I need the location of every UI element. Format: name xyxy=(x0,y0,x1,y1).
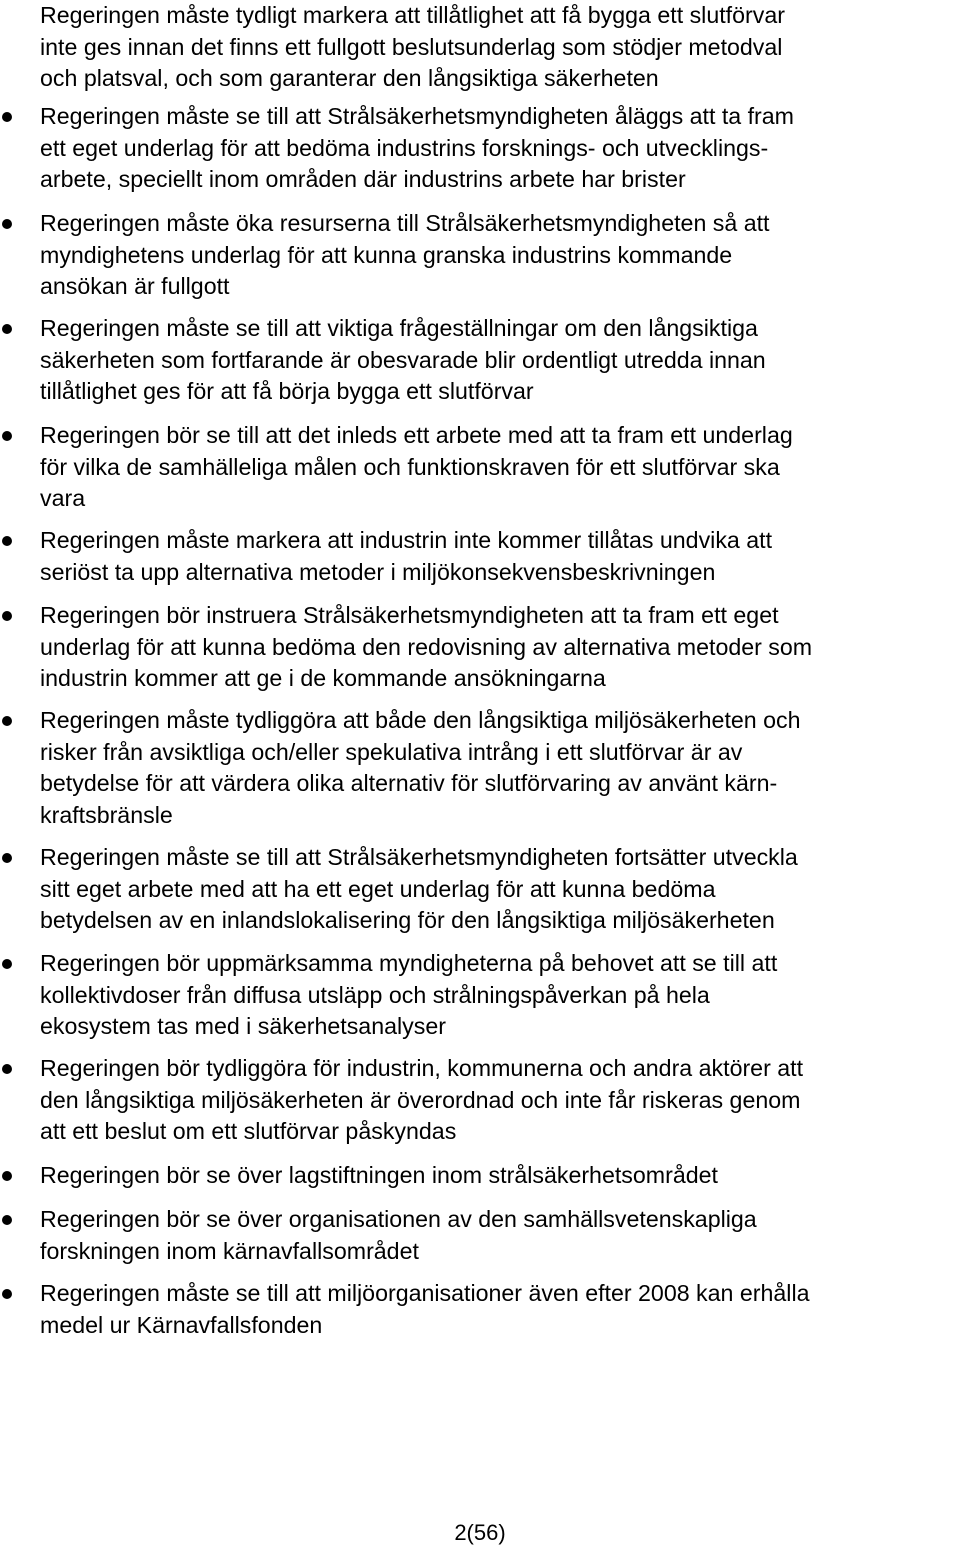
list-item xyxy=(0,948,960,1043)
list-item-text-line: myndighetens underlag för att kunna granska industrins kommande xyxy=(40,241,733,268)
bullet-icon xyxy=(2,1171,12,1181)
list-item-text-line: kollektivdoser från diffusa utsläpp och strålningspåverkan på hela xyxy=(40,981,710,1008)
bullet-icon xyxy=(2,959,12,969)
list-item-text-line: Regeringen måste se till att Strålsäkerhetsmyndigheten åläggs att ta fram xyxy=(40,103,794,129)
list-item-text-line: ett eget underlag för att bedöma industrins forsknings- och utvecklings- xyxy=(40,134,769,161)
list-item-text-line: betydelsen av en inlandslokalisering för den långsiktiga miljösäkerheten xyxy=(40,907,775,934)
list-item-text-line: Regeringen måste tydligt markera att tillåtlighet att få bygga ett slutförvar xyxy=(40,2,785,28)
list-item-text-line: Regeringen måste se till att Strålsäkerhetsmyndigheten fortsätter utveckla xyxy=(40,844,798,870)
list-item-text-line: tillåtlighet ges för att få börja bygga ett slutförvar xyxy=(40,378,534,405)
list-item-text-line: seriöst ta upp alternativa metoder i miljökonsekvensbeskrivningen xyxy=(40,558,716,585)
bullet-icon xyxy=(2,1289,12,1299)
bullet-icon xyxy=(2,112,12,122)
list-item-text-line: medel ur Kärnavfallsfonden xyxy=(40,1311,323,1338)
list-item xyxy=(0,313,960,408)
list-item xyxy=(0,705,960,832)
list-item-text-line: Regeringen måste öka resurserna till Strålsäkerhetsmyndigheten så att xyxy=(40,210,770,236)
list-item-text-line: Regeringen måste tydliggöra att både den långsiktiga miljösäkerheten och xyxy=(40,707,801,733)
bullet-icon xyxy=(2,219,12,229)
bullet-icon xyxy=(2,716,12,726)
list-item xyxy=(0,208,960,303)
list-item-text-line: Regeringen bör tydliggöra för industrin, kommunerna och andra aktörer att xyxy=(40,1055,804,1081)
list-item xyxy=(0,0,960,95)
list-item-text-line: Regeringen bör se över lagstiftningen inom strålsäkerhetsområdet xyxy=(40,1162,718,1188)
list-item xyxy=(0,101,960,196)
list-item-text-line: Regeringen måste se till att viktiga frågeställningar om den långsiktiga xyxy=(40,315,758,341)
list-item-text-line: forskningen inom kärnavfallsområdet xyxy=(40,1237,419,1264)
list-item xyxy=(0,1278,960,1341)
bullet-icon xyxy=(2,536,12,546)
bullet-icon xyxy=(2,324,12,334)
list-item xyxy=(0,600,960,695)
list-item-text-line: att ett beslut om ett slutförvar påskyndas xyxy=(40,1118,457,1145)
list-item-text-line: arbete, speciellt inom områden där industrins arbete har brister xyxy=(40,166,686,193)
list-item-text-line: risker från avsiktliga och/eller spekulativa intrång i ett slutförvar är av xyxy=(40,738,743,765)
list-item-text-line: ansökan är fullgott xyxy=(40,273,230,300)
list-item xyxy=(0,1053,960,1148)
list-item-text-line: sitt eget arbete med att ha ett eget underlag för att kunna bedöma xyxy=(40,875,716,902)
list-item-text-line: Regeringen bör se över organisationen av den samhällsvetenskapliga xyxy=(40,1206,757,1232)
bullet-icon xyxy=(2,611,12,621)
list-item-text-line: industrin kommer att ge i de kommande ansökningarna xyxy=(40,665,606,692)
list-item xyxy=(0,525,960,588)
list-item-text-line: den långsiktiga miljösäkerheten är överordnad och inte får riskeras genom xyxy=(40,1086,801,1113)
list-item-text-line: inte ges innan det finns ett fullgott beslutsunderlag som stödjer metodval xyxy=(40,33,783,60)
bullet-icon xyxy=(2,1064,12,1074)
list-item-text-line: Regeringen bör se till att det inleds ett arbete med att ta fram ett underlag xyxy=(40,422,793,448)
list-item xyxy=(0,1204,960,1267)
list-item-text-line: och platsval, och som garanterar den långsiktiga säkerheten xyxy=(40,65,659,92)
list-item xyxy=(0,420,960,515)
list-item-text-line: för vilka de samhälleliga målen och funktionskraven för ett slutförvar ska xyxy=(40,453,780,480)
bullet-icon xyxy=(2,1215,12,1225)
list-item-text-line: Regeringen bör uppmärksamma myndigheterna på behovet att se till att xyxy=(40,950,778,976)
list-item-text-line: Regeringen bör instruera Strålsäkerhetsmyndigheten att ta fram ett eget xyxy=(40,602,779,628)
list-item-text-line: kraftsbränsle xyxy=(40,802,173,829)
list-item-text-line: underlag för att kunna bedöma den redovisning av alternativa metoder som xyxy=(40,633,813,660)
list-item-text-line: Regeringen måste markera att industrin inte kommer tillåtas undvika att xyxy=(40,527,773,553)
list-item-text-line: säkerheten som fortfarande är obesvarade blir ordentligt utredda innan xyxy=(40,346,766,373)
list-item-text-line: vara xyxy=(40,485,86,512)
list-item xyxy=(0,1160,960,1192)
bullet-icon xyxy=(2,853,12,863)
page-number: 2(56) xyxy=(454,1520,506,1545)
list-item-text-line: Regeringen måste se till att miljöorganisationer även efter 2008 kan erhålla xyxy=(40,1280,810,1306)
list-item-text-line: ekosystem tas med i säkerhetsanalyser xyxy=(40,1013,446,1040)
list-item xyxy=(0,842,960,937)
bullet-icon xyxy=(2,431,12,441)
list-item-text-line: betydelse för att värdera olika alternativ för slutförvaring av använt kärn- xyxy=(40,770,778,797)
